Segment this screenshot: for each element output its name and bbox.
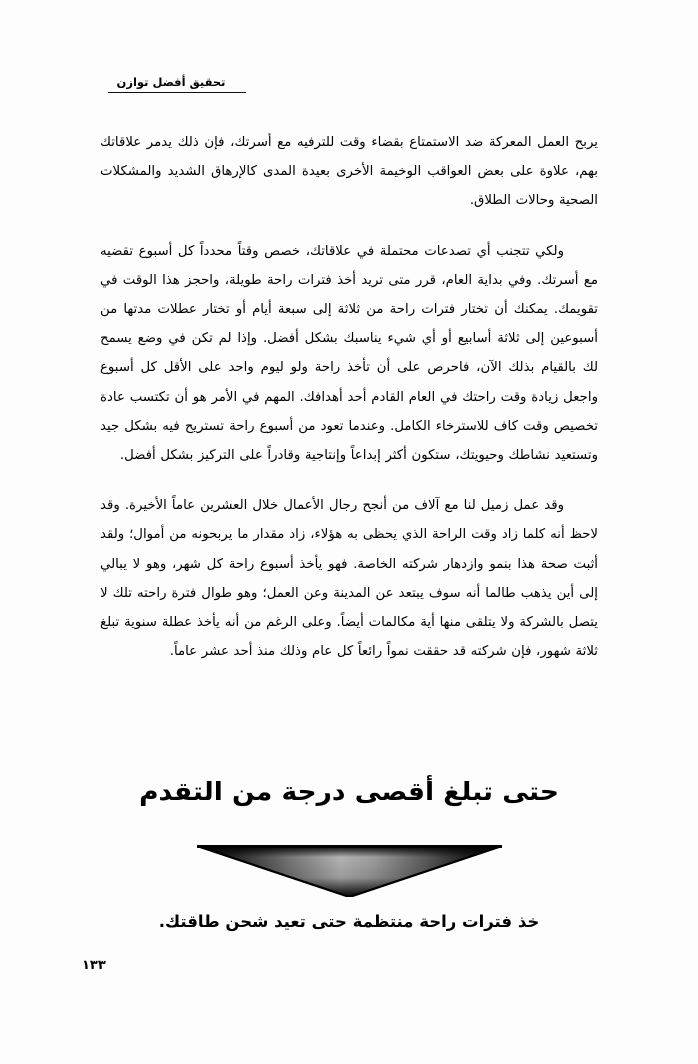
running-head-rule: [108, 92, 246, 94]
body-paragraph-1: يربح العمل المعركة ضد الاستمتاع بقضاء وقت للترفيه مع أسرتك، فإن ذلك يدمر علاقاتك بهم، علاوة على بعض العواقب الوخيمة الأخرى بعيدة المدى كالإرهاق الشديد والمشكلات الصحية وحالات الطلاق.: [100, 135, 598, 209]
paragraph-spacer: [100, 480, 598, 491]
downward-triangle-icon: [197, 845, 502, 897]
triangle-ornament: [0, 845, 698, 897]
page-number: ١٣٣: [82, 958, 106, 973]
running-head-text: تحقيق أفضل توازن: [116, 75, 226, 89]
body-paragraph-3: وقد عمل زميل لنا مع آلاف من أنجح رجال الأعمال خلال العشرين عاماً الأخيرة. وقد لاحظ أنه كلما زاد وقت الراحة الذي يحظى به هؤلاء، زاد مقدار ما يربحونه من أموال؛ ولقد أثبت صحة هذا بنمو وازدهار شركته الخاصة. فهو يأخذ أسبوع راحة كل شهر، وهو لا يبالي إلى أين يذهب طالما أنه سوف يبتعد عن المدينة وعن العمل؛ وهو طوال فترة راحته تلك لا يتصل بالشركة ولا يتلقى منها أية مكالمات أيضاً. وعلى الرغم من أنه يأخذ عطلة سنوية تبلغ ثلاثة شهور، فإن شركته قد حققت نمواً رائعاً كل عام وذلك منذ أحد عشر عاماً.: [100, 498, 598, 660]
body-text-block: [100, 128, 598, 676]
decorative-heading: [0, 778, 698, 807]
ornament-caption-text: خذ فترات راحة منتظمة حتى تعيد شحن طاقتك.: [158, 912, 540, 931]
ornament-caption: [0, 912, 698, 932]
running-head: [96, 76, 246, 93]
body-paragraph-2: ولكي تتجنب أي تصدعات محتملة في علاقاتك، خصص وقتاً محدداً كل أسبوع تقضيه مع أسرتك. وفي بداية العام، قرر متى تريد أخذ فترات راحة طويلة، واحجز هذا الوقت في تقويمك. يمكنك أن تختار فترات راحة من ثلاثة إلى سبعة أيام أو تختار عطلات مدتها من أسبوعين إلى ثلاثة أسابيع أو أي شيء يناسبك بشكل أفضل. وإذا لم تكن في وضع يسمح لك بالقيام بذلك الآن، فاحرص على أن تأخذ راحة ولو ليوم واحد على الأقل كل أسبوع واجعل زيادة وقت راحتك في العام القادم أحد أهدافك. المهم في الأمر هو أن تكتسب عادة تخصيص وقت كاف للاسترخاء الكامل. وعندما تعود من أسبوع راحة تستريح فيه بشكل جيد وتستعيد نشاطك وحيويتك، ستكون أكثر إبداعاً وإنتاجية وقادراً على التركيز بشكل أفضل.: [100, 243, 598, 464]
decorative-heading-text: حتى تبلغ أقصى درجة من التقدم: [139, 777, 559, 806]
paragraph-spacer: [100, 226, 598, 237]
